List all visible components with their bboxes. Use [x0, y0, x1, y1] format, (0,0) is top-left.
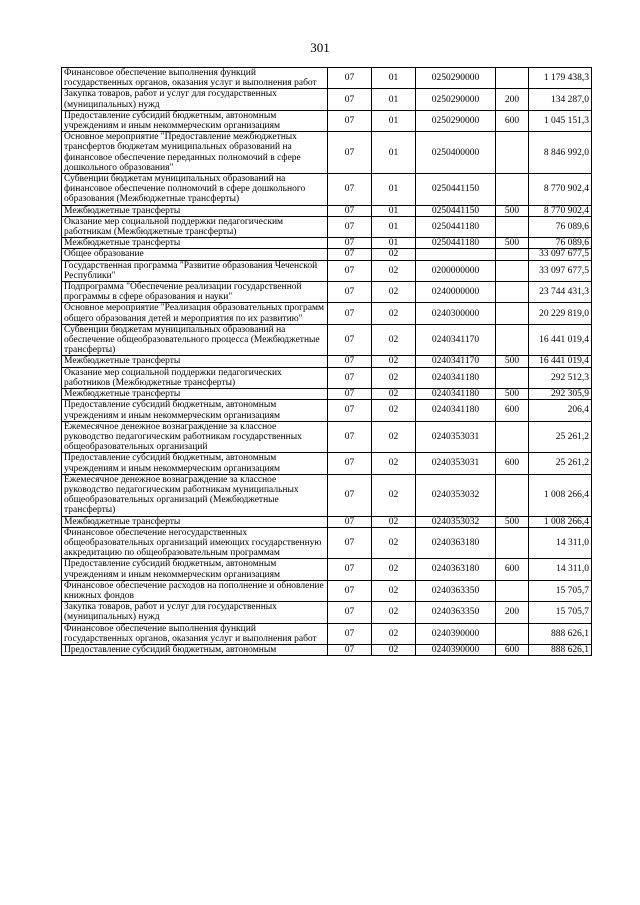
expense-type-cell — [496, 249, 529, 260]
table-row — [62, 132, 592, 174]
subsection-code-cell: 01 — [372, 132, 416, 174]
amount-cell: 14 311,0 — [529, 559, 592, 580]
table-row — [62, 68, 592, 89]
expense-type-cell — [496, 527, 529, 559]
amount-cell: 14 311,0 — [529, 527, 592, 559]
subsection-code-cell: 02 — [372, 249, 416, 260]
expense-type-cell — [496, 132, 529, 174]
section-code-cell: 07 — [328, 474, 372, 516]
subsection-code-cell: 02 — [372, 421, 416, 453]
table-row — [62, 238, 592, 249]
section-code-cell: 07 — [328, 400, 372, 421]
expense-name-cell: Закупка товаров, работ и услуг для государственных (муниципальных) нужд — [62, 602, 328, 623]
target-article-cell: 0250441180 — [416, 238, 496, 249]
subsection-code-cell: 01 — [372, 216, 416, 237]
amount-cell: 8 770 902,4 — [529, 174, 592, 206]
target-article-cell: 0200000000 — [416, 260, 496, 281]
amount-cell: 15 705,7 — [529, 580, 592, 601]
expense-type-cell: 600 — [496, 559, 529, 580]
budget-table-body — [62, 68, 592, 656]
section-code-cell: 07 — [328, 516, 372, 527]
target-article-cell: 0240353032 — [416, 516, 496, 527]
table-row — [62, 216, 592, 237]
section-code-cell: 07 — [328, 89, 372, 110]
expense-name-cell: Закупка товаров, работ и услуг для государственных (муниципальных) нужд — [62, 89, 328, 110]
target-article-cell: 0240390000 — [416, 623, 496, 644]
target-article-cell: 0250400000 — [416, 132, 496, 174]
expense-name-cell: Межбюджетные трансферты — [62, 389, 328, 400]
expense-name-cell: Межбюджетные трансферты — [62, 238, 328, 249]
subsection-code-cell: 02 — [372, 356, 416, 367]
expense-name-cell: Ежемесячное денежное вознаграждение за классное руководство педагогическим работникам государственных общеобразовательных организаций — [62, 421, 328, 453]
expense-name-cell: Субвенции бюджетам муниципальных образований на обеспечение общеобразовательного процесса (Межбюджетные трансферты) — [62, 324, 328, 356]
expense-type-cell — [496, 324, 529, 356]
expense-type-cell — [496, 260, 529, 281]
table-row — [62, 389, 592, 400]
amount-cell: 8 846 992,0 — [529, 132, 592, 174]
subsection-code-cell: 02 — [372, 474, 416, 516]
section-code-cell: 07 — [328, 367, 372, 388]
section-code-cell: 07 — [328, 174, 372, 206]
amount-cell: 76 089,6 — [529, 238, 592, 249]
subsection-code-cell: 02 — [372, 644, 416, 655]
expense-name-cell: Предоставление субсидий бюджетным, автономным учреждениям и иным некоммерческим организациям — [62, 110, 328, 131]
table-row — [62, 260, 592, 281]
expense-name-cell: Ежемесячное денежное вознаграждение за классное руководство педагогическим работникам муниципальных общеобразовательных организаций (Межбюджетные трансферты) — [62, 474, 328, 516]
table-row — [62, 474, 592, 516]
expense-type-cell: 600 — [496, 110, 529, 131]
amount-cell: 1 179 438,3 — [529, 68, 592, 89]
target-article-cell — [416, 249, 496, 260]
amount-cell: 20 229 819,0 — [529, 303, 592, 324]
expense-name-cell: Финансовое обеспечение выполнения функций государственных органов, оказания услуг и выполнения работ — [62, 623, 328, 644]
section-code-cell: 07 — [328, 389, 372, 400]
table-row — [62, 174, 592, 206]
section-code-cell: 07 — [328, 324, 372, 356]
table-row — [62, 249, 592, 260]
target-article-cell: 0250441180 — [416, 216, 496, 237]
expense-name-cell: Общее образование — [62, 249, 328, 260]
table-row — [62, 453, 592, 474]
section-code-cell: 07 — [328, 559, 372, 580]
budget-table — [61, 67, 592, 656]
target-article-cell: 0240341180 — [416, 367, 496, 388]
section-code-cell: 07 — [328, 249, 372, 260]
target-article-cell: 0240363350 — [416, 580, 496, 601]
table-row — [62, 400, 592, 421]
target-article-cell: 0240000000 — [416, 282, 496, 303]
target-article-cell: 0240341170 — [416, 324, 496, 356]
table-row — [62, 602, 592, 623]
target-article-cell: 0250290000 — [416, 68, 496, 89]
amount-cell: 8 770 902,4 — [529, 205, 592, 216]
target-article-cell: 0240353031 — [416, 421, 496, 453]
target-article-cell: 0250290000 — [416, 89, 496, 110]
expense-name-cell: Предоставление субсидий бюджетным, автономным — [62, 644, 328, 655]
table-row — [62, 559, 592, 580]
target-article-cell: 0240353031 — [416, 453, 496, 474]
expense-name-cell: Межбюджетные трансферты — [62, 516, 328, 527]
section-code-cell: 07 — [328, 282, 372, 303]
expense-type-cell: 500 — [496, 356, 529, 367]
expense-name-cell: Финансовое обеспечение выполнения функций государственных органов, оказания услуг и выполнения работ — [62, 68, 328, 89]
subsection-code-cell: 01 — [372, 89, 416, 110]
amount-cell: 1 008 266,4 — [529, 474, 592, 516]
table-row — [62, 205, 592, 216]
expense-name-cell: Субвенции бюджетам муниципальных образований на финансовое обеспечение полномочий в сфере дошкольного образования (Межбюджетные трансферты) — [62, 174, 328, 206]
subsection-code-cell: 02 — [372, 260, 416, 281]
section-code-cell: 07 — [328, 205, 372, 216]
section-code-cell: 07 — [328, 356, 372, 367]
target-article-cell: 0250441150 — [416, 174, 496, 206]
expense-name-cell: Государственная программа "Развитие образования Чеченской Республики" — [62, 260, 328, 281]
target-article-cell: 0240341180 — [416, 400, 496, 421]
section-code-cell: 07 — [328, 110, 372, 131]
subsection-code-cell: 02 — [372, 527, 416, 559]
expense-type-cell: 600 — [496, 644, 529, 655]
target-article-cell: 0240363350 — [416, 602, 496, 623]
subsection-code-cell: 02 — [372, 602, 416, 623]
section-code-cell: 07 — [328, 580, 372, 601]
amount-cell: 25 261,2 — [529, 453, 592, 474]
target-article-cell: 0240390000 — [416, 644, 496, 655]
target-article-cell: 0250290000 — [416, 110, 496, 131]
table-row — [62, 580, 592, 601]
subsection-code-cell: 01 — [372, 68, 416, 89]
amount-cell: 1 045 151,3 — [529, 110, 592, 131]
target-article-cell: 0240341170 — [416, 356, 496, 367]
section-code-cell: 07 — [328, 68, 372, 89]
expense-type-cell — [496, 474, 529, 516]
amount-cell: 206,4 — [529, 400, 592, 421]
amount-cell: 134 287,0 — [529, 89, 592, 110]
expense-name-cell: Финансовое обеспечение расходов на пополнение и обновление книжных фондов — [62, 580, 328, 601]
expense-type-cell: 600 — [496, 400, 529, 421]
table-row — [62, 324, 592, 356]
subsection-code-cell: 02 — [372, 303, 416, 324]
target-article-cell: 0240363180 — [416, 527, 496, 559]
expense-type-cell: 500 — [496, 389, 529, 400]
section-code-cell: 07 — [328, 303, 372, 324]
section-code-cell: 07 — [328, 623, 372, 644]
section-code-cell: 07 — [328, 421, 372, 453]
subsection-code-cell: 02 — [372, 623, 416, 644]
subsection-code-cell: 01 — [372, 174, 416, 206]
section-code-cell: 07 — [328, 260, 372, 281]
table-row — [62, 89, 592, 110]
expense-type-cell — [496, 216, 529, 237]
expense-type-cell — [496, 282, 529, 303]
subsection-code-cell: 02 — [372, 559, 416, 580]
expense-name-cell: Предоставление субсидий бюджетным, автономным учреждениям и иным некоммерческим организациям — [62, 453, 328, 474]
amount-cell: 15 705,7 — [529, 602, 592, 623]
expense-type-cell — [496, 174, 529, 206]
subsection-code-cell: 02 — [372, 453, 416, 474]
subsection-code-cell: 01 — [372, 205, 416, 216]
amount-cell: 888 626,1 — [529, 644, 592, 655]
expense-type-cell: 200 — [496, 89, 529, 110]
table-row — [62, 527, 592, 559]
section-code-cell: 07 — [328, 216, 372, 237]
target-article-cell: 0240353032 — [416, 474, 496, 516]
table-row — [62, 110, 592, 131]
expense-name-cell: Основное мероприятие "Реализация образовательных программ общего образования детей и мероприятия по их развитию" — [62, 303, 328, 324]
table-row — [62, 282, 592, 303]
target-article-cell: 0240341180 — [416, 389, 496, 400]
expense-type-cell: 500 — [496, 516, 529, 527]
expense-name-cell: Межбюджетные трансферты — [62, 356, 328, 367]
expense-type-cell: 500 — [496, 205, 529, 216]
expense-name-cell: Оказание мер социальной поддержки педагогических работников (Межбюджетные трансферты) — [62, 367, 328, 388]
subsection-code-cell: 02 — [372, 324, 416, 356]
expense-type-cell — [496, 303, 529, 324]
table-row — [62, 303, 592, 324]
expense-type-cell — [496, 580, 529, 601]
expense-name-cell: Оказание мер социальной поддержки педагогическим работникам (Межбюджетные трансферты) — [62, 216, 328, 237]
section-code-cell: 07 — [328, 527, 372, 559]
table-row — [62, 421, 592, 453]
amount-cell: 25 261,2 — [529, 421, 592, 453]
expense-name-cell: Межбюджетные трансферты — [62, 205, 328, 216]
expense-name-cell: Подпрограмма "Обеспечение реализации государственной программы в сфере образования и науки" — [62, 282, 328, 303]
expense-name-cell: Предоставление субсидий бюджетным, автономным учреждениям и иным некоммерческим организациям — [62, 400, 328, 421]
amount-cell: 16 441 019,4 — [529, 356, 592, 367]
section-code-cell: 07 — [328, 644, 372, 655]
amount-cell: 1 008 266,4 — [529, 516, 592, 527]
subsection-code-cell: 02 — [372, 389, 416, 400]
expense-type-cell: 200 — [496, 602, 529, 623]
amount-cell: 33 097 677,5 — [529, 249, 592, 260]
expense-type-cell — [496, 367, 529, 388]
target-article-cell: 0240363180 — [416, 559, 496, 580]
subsection-code-cell: 01 — [372, 238, 416, 249]
table-row — [62, 367, 592, 388]
expense-type-cell — [496, 421, 529, 453]
target-article-cell: 0250441150 — [416, 205, 496, 216]
amount-cell: 292 512,3 — [529, 367, 592, 388]
target-article-cell: 0240300000 — [416, 303, 496, 324]
expense-name-cell: Основное мероприятие "Предоставление межбюджетных трансфертов бюджетам муниципальных образований на финансовое обеспечение переданных полномочий в сфере дошкольного образования" — [62, 132, 328, 174]
expense-type-cell — [496, 623, 529, 644]
section-code-cell: 07 — [328, 453, 372, 474]
table-row — [62, 356, 592, 367]
subsection-code-cell: 01 — [372, 110, 416, 131]
expense-type-cell: 600 — [496, 453, 529, 474]
subsection-code-cell: 02 — [372, 282, 416, 303]
subsection-code-cell: 02 — [372, 367, 416, 388]
subsection-code-cell: 02 — [372, 580, 416, 601]
expense-name-cell: Финансовое обеспечение негосударственных общеобразовательных организаций имеющих государственную аккредитацию по общеобразовательным программам — [62, 527, 328, 559]
section-code-cell: 07 — [328, 132, 372, 174]
section-code-cell: 07 — [328, 238, 372, 249]
amount-cell: 292 305,9 — [529, 389, 592, 400]
expense-type-cell: 500 — [496, 238, 529, 249]
expense-type-cell — [496, 68, 529, 89]
table-row — [62, 516, 592, 527]
amount-cell: 16 441 019,4 — [529, 324, 592, 356]
amount-cell: 23 744 431,3 — [529, 282, 592, 303]
subsection-code-cell: 02 — [372, 400, 416, 421]
amount-cell: 33 097 677,5 — [529, 260, 592, 281]
amount-cell: 888 626,1 — [529, 623, 592, 644]
section-code-cell: 07 — [328, 602, 372, 623]
table-row — [62, 644, 592, 655]
subsection-code-cell: 02 — [372, 516, 416, 527]
page-number: 301 — [310, 40, 330, 55]
expense-name-cell: Предоставление субсидий бюджетным, автономным учреждениям и иным некоммерческим организациям — [62, 559, 328, 580]
table-row — [62, 623, 592, 644]
amount-cell: 76 089,6 — [529, 216, 592, 237]
